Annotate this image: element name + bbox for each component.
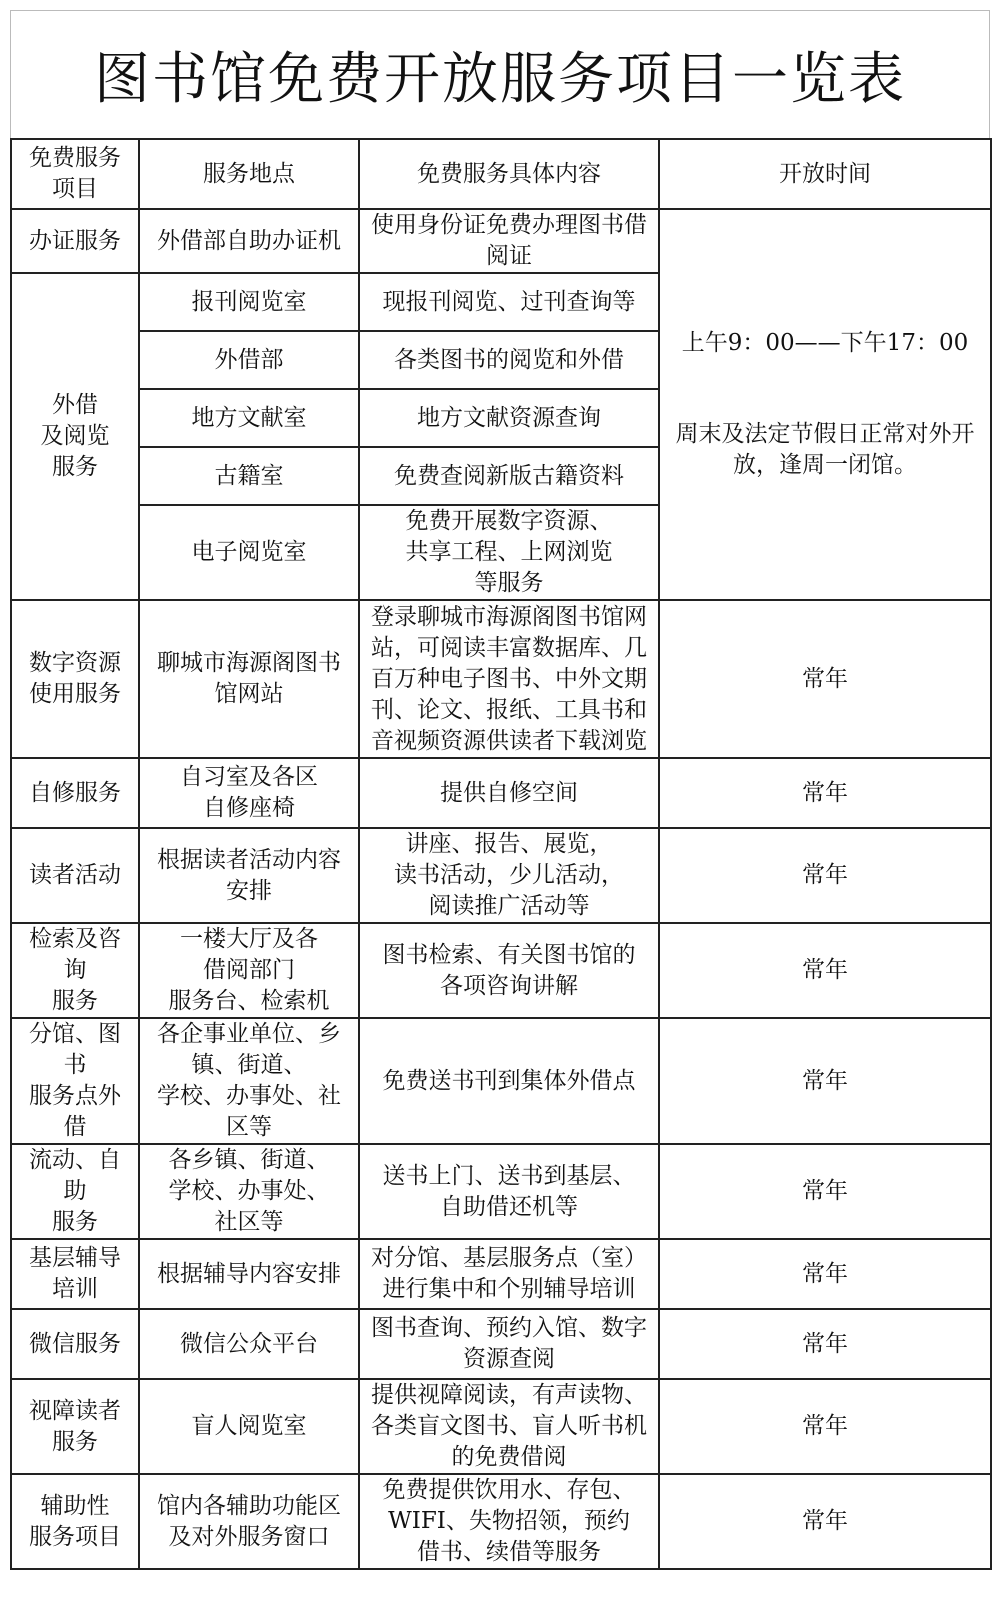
header-row	[11, 139, 991, 209]
table-row	[11, 828, 991, 923]
cell-hours: 常年	[659, 1309, 991, 1379]
cell-hours: 常年	[659, 1379, 991, 1474]
cell-location: 根据辅导内容安排	[139, 1239, 359, 1309]
cell-content: 登录聊城市海源阁图书馆网 站，可阅读丰富数据库、几 百万种电子图书、中外文期 刊、论文、报纸、工具书和 音视频资源供读者下载浏览	[359, 600, 659, 758]
cell-item: 数字资源 使用服务	[11, 600, 139, 758]
table-row	[11, 600, 991, 758]
cell-item: 检索及咨 询 服务	[11, 923, 139, 1018]
title-box	[10, 10, 990, 138]
cell-content: 各类图书的阅览和外借	[359, 331, 659, 389]
cell-location: 地方文献室	[139, 389, 359, 447]
cell-content: 免费开展数字资源、 共享工程、上网浏览 等服务	[359, 505, 659, 600]
table-row	[11, 923, 991, 1018]
table-row	[11, 1239, 991, 1309]
cell-item: 视障读者 服务	[11, 1379, 139, 1474]
cell-hours: 常年	[659, 1018, 991, 1144]
cell-content: 地方文献资源查询	[359, 389, 659, 447]
cell-content: 图书检索、有关图书馆的 各项咨询讲解	[359, 923, 659, 1018]
cell-hours: 常年	[659, 1144, 991, 1239]
cell-content: 免费提供饮用水、存包、 WIFI、失物招领，预约 借书、续借等服务	[359, 1474, 659, 1569]
cell-content: 现报刊阅览、过刊查询等	[359, 273, 659, 331]
table-row	[11, 1379, 991, 1474]
cell-content: 讲座、报告、展览， 读书活动，少儿活动， 阅读推广活动等	[359, 828, 659, 923]
cell-content: 使用身份证免费办理图书借 阅证	[359, 209, 659, 273]
cell-content: 提供视障阅读，有声读物、 各类盲文图书、盲人听书机 的免费借阅	[359, 1379, 659, 1474]
cell-content: 图书查询、预约入馆、数字 资源查阅	[359, 1309, 659, 1379]
cell-location: 外借部自助办证机	[139, 209, 359, 273]
services-table	[10, 138, 992, 1570]
cell-item: 办证服务	[11, 209, 139, 273]
cell-location: 电子阅览室	[139, 505, 359, 600]
cell-item: 分馆、图 书 服务点外 借	[11, 1018, 139, 1144]
table-row	[11, 1144, 991, 1239]
header-item: 免费服务 项目	[11, 139, 139, 209]
page-frame	[10, 10, 990, 1610]
cell-content: 送书上门、送书到基层、 自助借还机等	[359, 1144, 659, 1239]
header-hours: 开放时间	[659, 139, 991, 209]
cell-hours: 常年	[659, 1239, 991, 1309]
cell-location: 各乡镇、街道、 学校、办事处、 社区等	[139, 1144, 359, 1239]
table-row	[11, 1309, 991, 1379]
cell-hours: 常年	[659, 600, 991, 758]
table-row	[11, 1018, 991, 1144]
cell-item: 微信服务	[11, 1309, 139, 1379]
cell-item: 辅助性 服务项目	[11, 1474, 139, 1569]
cell-content: 对分馆、基层服务点（室） 进行集中和个别辅导培训	[359, 1239, 659, 1309]
cell-location: 盲人阅览室	[139, 1379, 359, 1474]
table-row	[11, 209, 991, 273]
cell-location: 各企事业单位、乡 镇、街道、 学校、办事处、社 区等	[139, 1018, 359, 1144]
table-row	[11, 1474, 991, 1569]
cell-hours: 常年	[659, 758, 991, 828]
cell-location: 古籍室	[139, 447, 359, 505]
cell-location: 根据读者活动内容 安排	[139, 828, 359, 923]
cell-location: 自习室及各区 自修座椅	[139, 758, 359, 828]
cell-hours: 常年	[659, 1474, 991, 1569]
cell-item: 外借 及阅览 服务	[11, 273, 139, 600]
cell-location: 微信公众平台	[139, 1309, 359, 1379]
opening-hours-cell	[659, 209, 991, 600]
header-content: 免费服务具体内容	[359, 139, 659, 209]
cell-location: 报刊阅览室	[139, 273, 359, 331]
header-location: 服务地点	[139, 139, 359, 209]
opening-note: 周末及法定节假日正常对外开放，逢周一闭馆。	[675, 421, 975, 478]
cell-location: 外借部	[139, 331, 359, 389]
cell-location: 聊城市海源阁图书 馆网站	[139, 600, 359, 758]
cell-hours: 常年	[659, 828, 991, 923]
cell-content: 免费查阅新版古籍资料	[359, 447, 659, 505]
table-row	[11, 758, 991, 828]
cell-item: 基层辅导 培训	[11, 1239, 139, 1309]
cell-item: 读者活动	[11, 828, 139, 923]
cell-location: 馆内各辅助功能区 及对外服务窗口	[139, 1474, 359, 1569]
opening-time: 上午9：00——下午17：00	[681, 330, 969, 356]
cell-location: 一楼大厅及各 借阅部门 服务台、检索机	[139, 923, 359, 1018]
cell-item: 自修服务	[11, 758, 139, 828]
cell-hours: 常年	[659, 923, 991, 1018]
cell-content: 免费送书刊到集体外借点	[359, 1018, 659, 1144]
cell-item: 流动、自 助 服务	[11, 1144, 139, 1239]
cell-content: 提供自修空间	[359, 758, 659, 828]
page-title: 图书馆免费开放服务项目一览表	[94, 46, 906, 112]
